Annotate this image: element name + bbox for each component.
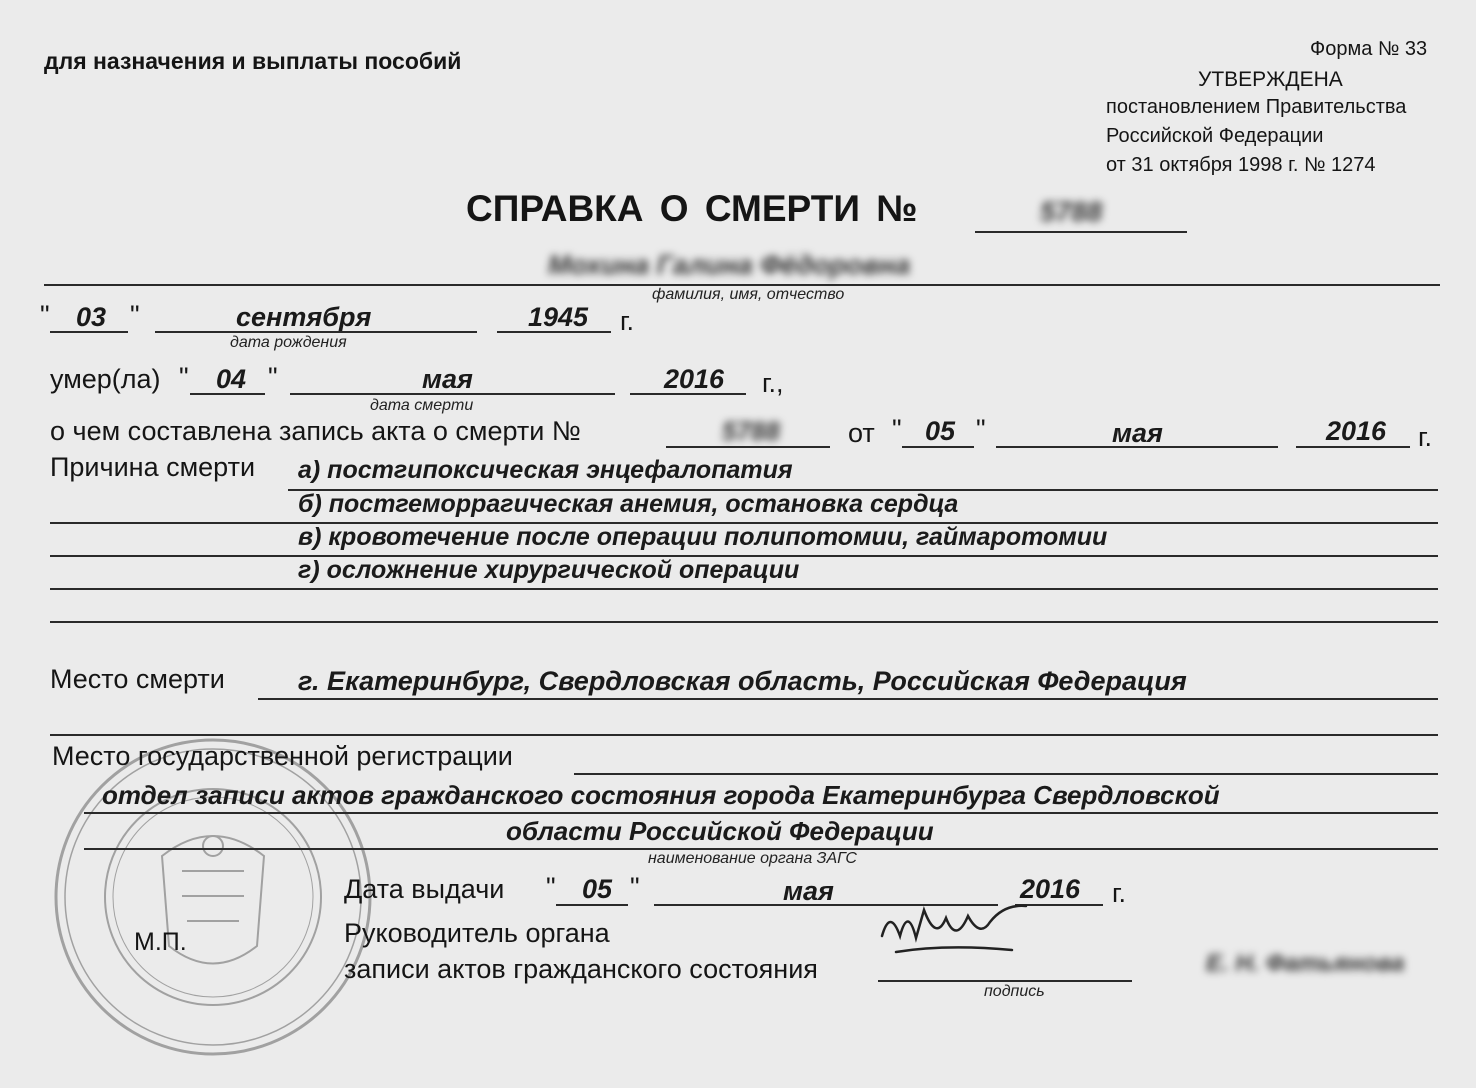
record-quote-open: " bbox=[892, 414, 902, 444]
record-year-suffix: г. bbox=[1418, 422, 1433, 452]
cause-blank-line bbox=[50, 621, 1438, 623]
signature-icon bbox=[876, 896, 1036, 966]
death-year: 2016 bbox=[664, 364, 725, 394]
cause-b: б) постгеморрагическая анемия, остановка сердца bbox=[298, 490, 959, 518]
registration-label: Место государственной регистрации bbox=[52, 741, 513, 771]
birth-month-underline bbox=[155, 331, 477, 333]
place-of-death-underline bbox=[258, 698, 1438, 700]
death-day: 04 bbox=[216, 364, 247, 394]
registration-caption: наименование органа ЗАГС bbox=[648, 850, 857, 867]
registration-line-1-underline bbox=[84, 812, 1438, 814]
issue-quote-close: " bbox=[630, 872, 640, 902]
cause-c: в) кровотечение после операции полипотомии, гаймаротомии bbox=[298, 523, 1108, 551]
document-title: СПРАВКА О СМЕРТИ № bbox=[466, 188, 918, 229]
death-year-underline bbox=[630, 393, 746, 395]
death-quote-close: " bbox=[268, 362, 278, 392]
signatory-role-line-2: записи актов гражданского состояния bbox=[344, 954, 818, 984]
record-number: 5788 bbox=[722, 416, 780, 446]
record-number-underline bbox=[666, 446, 830, 448]
record-day: 05 bbox=[925, 416, 956, 446]
cause-d: г) осложнение хирургической операции bbox=[298, 556, 800, 584]
full-name: Мохина Галина Фёдоровна bbox=[548, 250, 911, 280]
birth-caption: дата рождения bbox=[230, 334, 347, 351]
death-prefix: умер(ла) bbox=[50, 364, 161, 394]
certificate-number: 5788 bbox=[1040, 196, 1103, 227]
issue-year: 2016 bbox=[1020, 874, 1081, 904]
death-year-suffix: г., bbox=[762, 368, 784, 398]
registration-value-line-2: области Российской Федерации bbox=[506, 816, 934, 846]
death-day-underline bbox=[190, 393, 265, 395]
cause-a: а) постгипоксическая энцефалопатия bbox=[298, 456, 793, 484]
death-month: мая bbox=[422, 364, 473, 394]
birth-year-suffix: г. bbox=[620, 306, 635, 336]
signatory-name: Е. Н. Фатьянова bbox=[1206, 950, 1405, 977]
record-quote-close: " bbox=[976, 414, 986, 444]
birth-day: 03 bbox=[76, 302, 107, 332]
cause-label: Причина смерти bbox=[50, 452, 256, 482]
record-month: мая bbox=[1112, 418, 1163, 448]
death-caption: дата смерти bbox=[370, 397, 474, 414]
issue-month: мая bbox=[783, 876, 834, 906]
issue-day-underline bbox=[556, 904, 628, 906]
birth-year-underline bbox=[497, 331, 611, 333]
issue-day: 05 bbox=[582, 874, 613, 904]
record-day-underline bbox=[902, 446, 974, 448]
death-month-underline bbox=[290, 393, 615, 395]
place-of-death-label: Место смерти bbox=[50, 664, 225, 694]
approved-by-line-2: Российской Федерации bbox=[1106, 125, 1324, 147]
registration-label-underline bbox=[574, 773, 1438, 775]
approved-label: УТВЕРЖДЕНА bbox=[1198, 68, 1343, 91]
title-number-underline bbox=[975, 231, 1187, 233]
birth-day-underline bbox=[50, 331, 128, 333]
cause-d-underline bbox=[50, 588, 1438, 590]
record-month-underline bbox=[996, 446, 1278, 448]
document-purpose: для назначения и выплаты пособий bbox=[44, 48, 462, 74]
place-of-death-value: г. Екатеринбург, Свердловская область, Российская Федерация bbox=[298, 666, 1187, 696]
approved-by-line-1: постановлением Правительства bbox=[1106, 96, 1407, 118]
birth-year: 1945 bbox=[528, 302, 589, 332]
record-prefix: о чем составлена запись акта о смерти № bbox=[50, 416, 581, 446]
form-number: Форма № 33 bbox=[1310, 38, 1428, 60]
full-name-caption: фамилия, имя, отчество bbox=[652, 286, 845, 303]
stamp-place-mark: М.П. bbox=[134, 928, 187, 956]
issue-label: Дата выдачи bbox=[344, 874, 505, 904]
signature-underline bbox=[878, 980, 1132, 982]
death-quote-open: " bbox=[179, 362, 189, 392]
birth-quote-close: " bbox=[130, 300, 140, 330]
issue-quote-open: " bbox=[546, 872, 556, 902]
issue-year-suffix: г. bbox=[1112, 878, 1127, 908]
record-year: 2016 bbox=[1326, 416, 1387, 446]
signatory-role-line-1: Руководитель органа bbox=[344, 918, 610, 948]
birth-month: сентября bbox=[236, 302, 372, 332]
signature-caption: подпись bbox=[984, 983, 1045, 1000]
approved-by-line-3: от 31 октября 1998 г. № 1274 bbox=[1106, 154, 1376, 176]
record-from: от bbox=[848, 418, 875, 448]
record-year-underline bbox=[1296, 446, 1410, 448]
registration-value-line-1: отдел записи актов гражданского состояния города Екатеринбурга Свердловской bbox=[102, 780, 1220, 810]
birth-quote-open: " bbox=[40, 300, 50, 330]
